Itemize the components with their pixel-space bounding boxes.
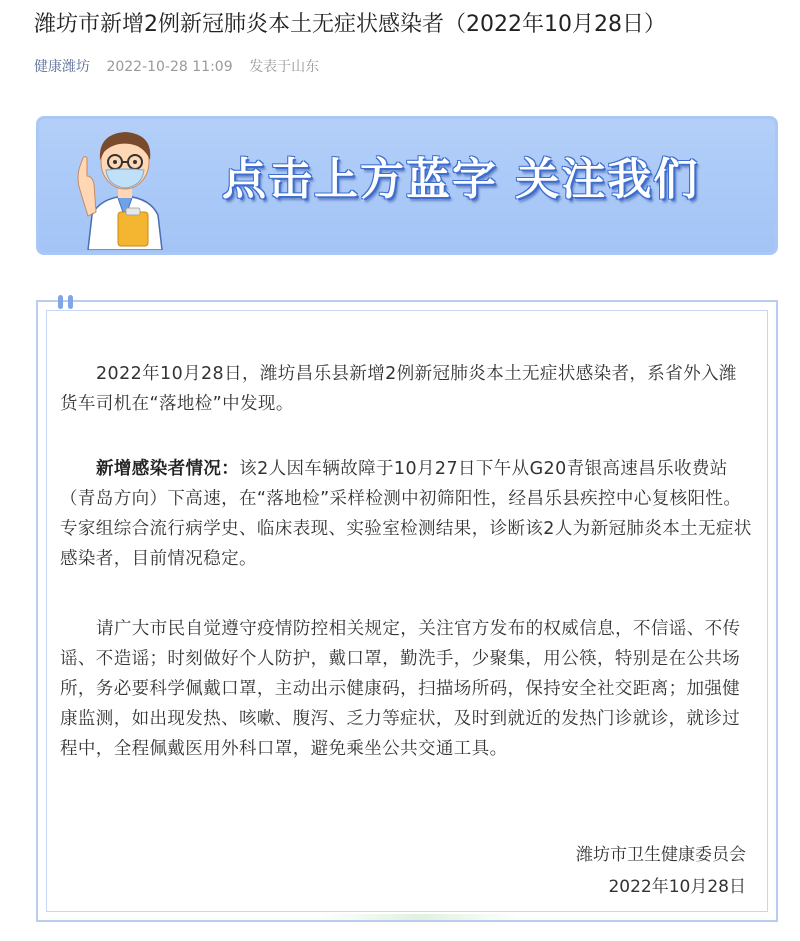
publish-time: 2022-10-28 11:09 xyxy=(106,59,233,75)
bottom-decoration xyxy=(320,914,520,920)
notice-paragraph-3: 请广大市民自觉遵守疫情防控相关规定，关注官方发布的权威信息，不信谣、不传谣、不造谣；时刻做好个人防护，戴口罩，勤洗手，少聚集，用公筷，特别是在公共场所，务必要科学佩戴口罩，主动出示健康码，扫描场所码，保持安全社交距离；加强健康监测，如出现发热、咳嗽、腹泻、乏力等症状，及时到就近的发热门诊就诊，就诊过程中，全程佩戴医用外科口罩，避免乘坐公共交通工具。 xyxy=(60,619,741,759)
quote-mark-icon xyxy=(54,293,78,313)
notice-paragraph-1: 2022年10月28日，潍坊昌乐县新增2例新冠肺炎本土无症状感染者，系省外入潍货车司机在“落地检”中发现。 xyxy=(60,364,737,414)
account-name-link[interactable]: 健康潍坊 xyxy=(34,59,90,75)
doctor-illustration-icon xyxy=(70,120,180,250)
article-title: 潍坊市新增2例新冠肺炎本土无症状感染者（2022年10月28日） xyxy=(34,12,666,37)
notice-paragraph-2 xyxy=(60,454,754,574)
banner-follow-text[interactable]: 点击上方蓝字 关注我们 xyxy=(222,154,700,205)
new-infection-detail: 该2人因车辆故障于10月27日下午从G20青银高速昌乐收费站（青岛方向）下高速，在“落地检”采样检测中初筛阳性，经昌乐县疾控中心复核阳性。专家组综合流行病学史、临床表现、实验室检测结果，诊断该2人为新冠肺炎本土无症状感染者，目前情况稳定。 xyxy=(60,459,752,569)
publish-location: 发表于山东 xyxy=(249,59,320,75)
signature-organization: 潍坊市卫生健康委员会 xyxy=(576,845,746,865)
article-meta xyxy=(34,57,319,77)
new-infection-label: 新增感染者情况： xyxy=(96,459,240,479)
signature-date: 2022年10月28日 xyxy=(608,877,746,897)
